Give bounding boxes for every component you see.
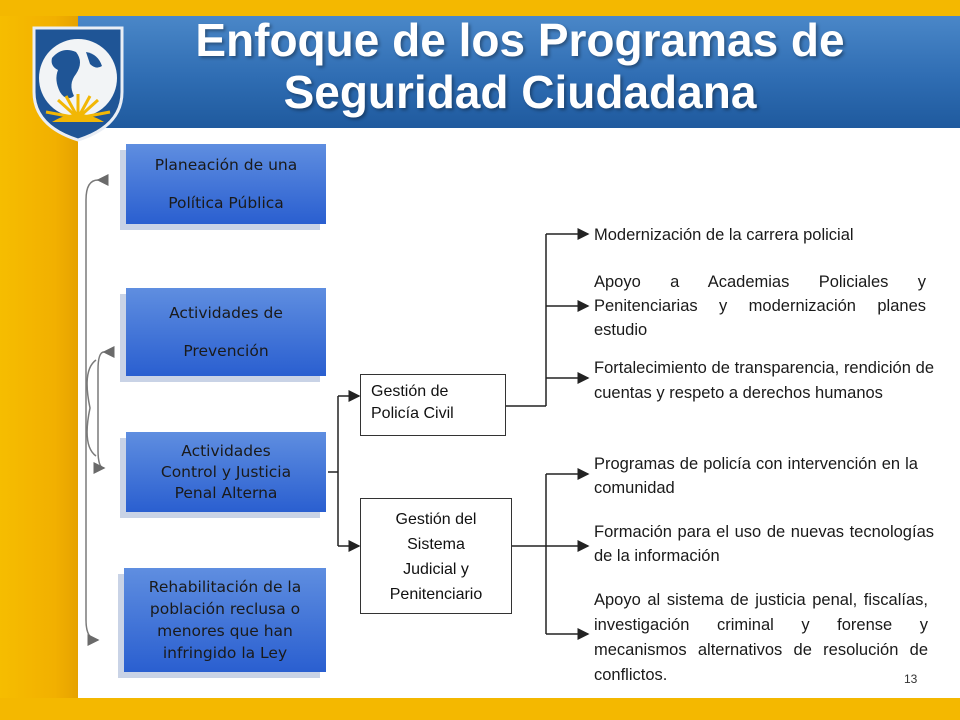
sistema-line-3: Judicial y [403,561,469,578]
box-control-line-3: Penal Alterna [174,483,278,502]
title-line-1: Enfoque de los Programas de [195,14,845,66]
box-rehab-line-3: menores que han [157,622,293,640]
item-policia-comunidad: Programas de policía con intervención en la comunidad [594,455,918,497]
sistema-line-2: Sistema [407,536,465,553]
inner-bracket-arrow [98,352,104,468]
box-control-line-2: Control y Justicia [160,462,292,481]
item-apoyo-justicia: Apoyo al sistema de justicia penal, fiscalías, investigación criminal y forense y mecanismos alternativos de resolución de conflictos. [594,591,928,684]
box-planeacion-line-2: Política Pública [168,194,284,212]
box-rehab-line-2: población reclusa o [149,600,301,618]
item-modernizacion: Modernización de la carrera policial [594,226,854,244]
title-line-2: Seguridad Ciudadana [283,66,757,118]
sistema-line-1: Gestión del [395,511,477,528]
box-gestion-sistema [360,498,512,614]
outer-bracket-arrow [86,180,98,640]
box-planeacion [126,144,326,224]
box-planeacion-line-1: Planeación de una [154,156,298,174]
policia-line-2: Policía Civil [371,405,454,422]
item-fortalecimiento: Fortalecimiento de transparencia, rendición de cuentas y respeto a derechos humanos [594,359,934,402]
box-gestion-policia [360,374,506,436]
box-rehabilitacion [124,568,326,672]
box-control-line-1: Actividades [181,441,271,460]
box-control-justicia [126,432,326,512]
box-rehab-line-1: Rehabilitación de la [148,578,302,596]
item-formacion: Formación para el uso de nuevas tecnologías de la información [594,523,934,565]
sistema-line-4: Penitenciario [389,586,483,603]
box-prevencion-line-2: Prevención [183,342,269,360]
page-number: 13 [904,672,918,686]
box-prevencion-line-1: Actividades de [169,304,283,322]
policia-line-1: Gestión de [371,383,449,400]
box-rehab-line-4: infringido la Ley [162,644,288,662]
brace-mark [87,360,96,456]
box-prevencion [126,288,326,376]
item-apoyo-academias: Apoyo a Academias Policiales y Penitenciarias y modernización planes estudio [594,273,926,339]
